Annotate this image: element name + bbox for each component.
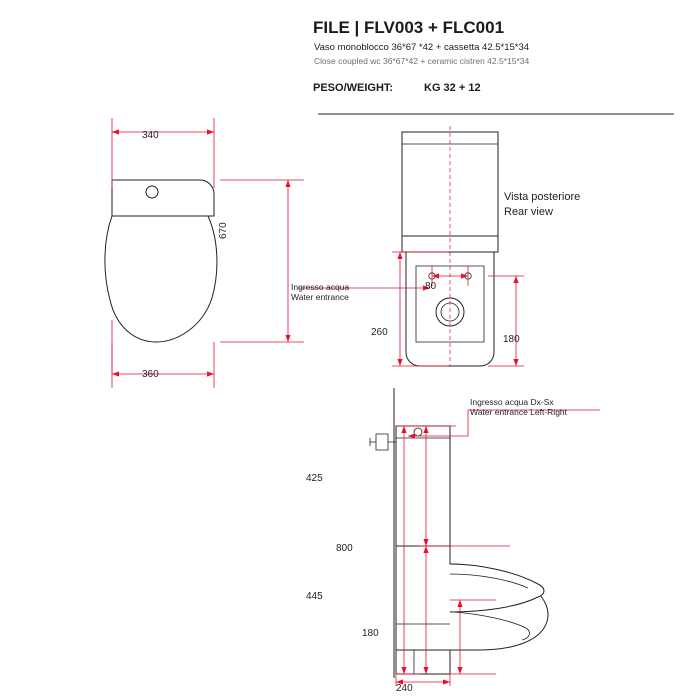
product-description-en: Close coupled wc 36*67*42 + ceramic cistren 42.5*15*34	[314, 56, 530, 66]
product-title: FILE | FLV003 + FLC001	[313, 18, 505, 37]
dim-rear-height-mid: 260	[371, 327, 388, 338]
side-view-dimensions	[300, 388, 640, 688]
water-entrance-lr-en: Water entrance Left-Right	[470, 407, 568, 418]
dim-side-cistern-height: 425	[306, 473, 323, 484]
water-entrance-en: Water entrance	[291, 292, 349, 303]
dim-side-base-depth: 240	[396, 683, 413, 694]
dim-top-height: 670	[218, 222, 229, 239]
rear-view-label-en: Rear view	[504, 205, 553, 218]
weight-label: PESO/WEIGHT:	[313, 82, 394, 94]
dim-rear-spacing: 80	[425, 281, 437, 292]
water-entrance-it: Ingresso acqua	[291, 282, 350, 292]
dim-rear-height-side: 180	[503, 334, 520, 345]
weight-value: KG 32 + 12	[424, 82, 481, 94]
rear-view-label-it: Vista posteriore	[504, 191, 581, 203]
dim-side-outlet-height: 180	[362, 628, 379, 639]
rear-view-dimensions	[280, 116, 540, 386]
water-entrance-annotation	[291, 282, 349, 303]
dim-side-bowl-height: 445	[306, 591, 323, 602]
dim-top-width: 340	[142, 130, 159, 141]
rear-view-label	[504, 190, 580, 220]
water-entrance-lr-it: Ingresso acqua Dx-Sx	[470, 397, 554, 407]
dim-side-total-height: 800	[336, 543, 353, 554]
product-description-it: Vaso monoblocco 36*67 *42 + cassetta 42.5*15*34	[314, 42, 530, 53]
water-entrance-lr-annotation	[470, 397, 567, 418]
dim-top-base-width: 360	[142, 369, 159, 380]
